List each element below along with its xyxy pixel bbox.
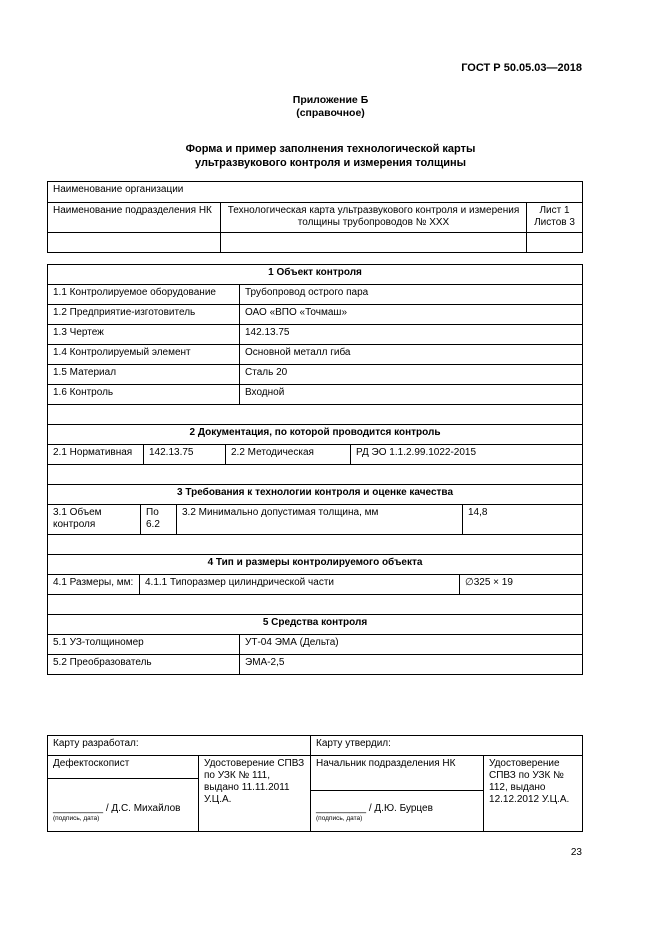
developed-by: Карту разработал:	[48, 736, 311, 756]
s1-label: 1.1 Контролируемое оборудование	[48, 285, 240, 305]
appendix-subtitle: (справочное)	[296, 107, 365, 119]
s1-label: 1.5 Материал	[48, 365, 240, 385]
s1-value: 142.13.75	[240, 325, 583, 345]
empty-cell	[48, 233, 221, 253]
sheet-number: Лист 1	[539, 205, 570, 216]
empty-row	[48, 405, 583, 425]
empty-row	[48, 535, 583, 555]
form-title-line1: Форма и пример заполнения технологической карты	[185, 143, 476, 155]
size-value: ∅325 × 19	[460, 575, 583, 595]
section1-table	[47, 264, 583, 425]
appendix-title: Приложение Б	[292, 94, 369, 106]
normative-value: 142.13.75	[144, 445, 226, 465]
dev-role: Дефектоскопист	[48, 756, 198, 779]
s1-value: Трубопровод острого пара	[240, 285, 583, 305]
size-sub-label: 4.1.1 Типоразмер цилиндрической части	[140, 575, 460, 595]
min-thickness-value: 14,8	[463, 505, 583, 535]
s5-value: УТ-04 ЭМА (Дельта)	[240, 635, 583, 655]
s1-label: 1.4 Контролируемый элемент	[48, 345, 240, 365]
section3-title: 3 Требования к технологии контроля и оценке качества	[48, 485, 583, 505]
empty-cell	[527, 233, 583, 253]
appr-signature-caption: (подпись, дата)	[316, 815, 363, 822]
signature-table	[47, 735, 583, 832]
sheet-info	[527, 203, 583, 233]
normative-label: 2.1 Нормативная	[48, 445, 144, 465]
empty-cell	[221, 233, 527, 253]
empty-row	[48, 465, 583, 485]
s1-label: 1.6 Контроль	[48, 385, 240, 405]
s5-value: ЭМА-2,5	[240, 655, 583, 675]
sheet-count: Листов 3	[534, 217, 575, 228]
dept-name: Наименование подразделения НК	[48, 203, 221, 233]
method-label: 2.2 Методическая	[226, 445, 351, 465]
page-number: 23	[570, 847, 582, 858]
s1-label: 1.3 Чертеж	[48, 325, 240, 345]
dev-signature-caption: (подпись, дата)	[53, 815, 100, 822]
card-title: Технологическая карта ультразвукового контроля и измерения толщины трубопроводов № ХХХ	[221, 203, 527, 233]
empty-row	[48, 595, 583, 615]
size-label: 4.1 Размеры, мм:	[48, 575, 140, 595]
s1-value: Основной металл гиба	[240, 345, 583, 365]
s1-value: ОАО «ВПО «Точмаш»	[240, 305, 583, 325]
section5-table	[47, 614, 583, 675]
s5-label: 5.2 Преобразователь	[48, 655, 240, 675]
section1-title: 1 Объект контроля	[48, 265, 583, 285]
appr-certificate: Удостоверение СПВЗ по УЗК № 112, выдано 12.12.2012 У.Ц.А.	[484, 756, 583, 832]
dev-certificate: Удостоверение СПВЗ по УЗК № 111, выдано 11.11.2011 У.Ц.А.	[199, 756, 311, 832]
s1-value: Входной	[240, 385, 583, 405]
section2-title: 2 Документация, по которой проводится контроль	[48, 425, 583, 445]
appr-role-cell	[311, 756, 484, 832]
dev-signature: _________ / Д.С. Михайлов	[53, 803, 181, 814]
appr-signature: _________ / Д.Ю. Бурцев	[316, 803, 433, 814]
scope-value: По 6.2	[141, 505, 177, 535]
section4-title: 4 Тип и размеры контролируемого объекта	[48, 555, 583, 575]
form-title-line2: ультразвукового контроля и измерения толщины	[194, 157, 467, 169]
min-thickness-label: 3.2 Минимально допустимая толщина, мм	[177, 505, 463, 535]
org-name: Наименование организации	[48, 182, 583, 203]
scope-label: 3.1 Объем контроля	[48, 505, 141, 535]
s1-label: 1.2 Предприятие-изготовитель	[48, 305, 240, 325]
section5-title: 5 Средства контроля	[48, 615, 583, 635]
section3-table	[47, 484, 583, 555]
dev-role-cell	[48, 756, 199, 832]
header-table	[47, 181, 583, 253]
doc-code: ГОСТ Р 50.05.03—2018	[461, 62, 582, 74]
section4-table	[47, 554, 583, 615]
s1-value: Сталь 20	[240, 365, 583, 385]
s5-label: 5.1 УЗ-толщиномер	[48, 635, 240, 655]
approved-by: Карту утвердил:	[311, 736, 583, 756]
appr-role: Начальник подразделения НК	[311, 756, 483, 791]
method-value: РД ЭО 1.1.2.99.1022-2015	[351, 445, 583, 465]
section2-table	[47, 424, 583, 485]
